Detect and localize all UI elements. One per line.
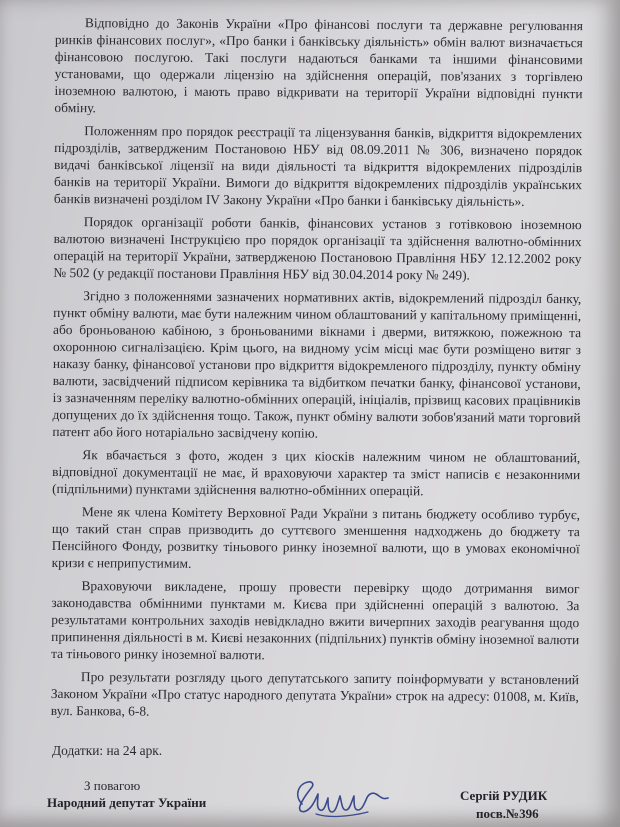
closing-phrase: З повагою — [84, 778, 141, 793]
paragraph-1: Відповідно до Законів України «Про фінансові послуги та державне регулювання ринків фінансових послуг», «Про банки і банківську діяльність» обмін валют визначається фінансовою послугою. Такі послуги надаються банками та іншими фінансовими установами, що одержали ліцензію на здійснення операцій, пов'язаних з торгівлею іноземною валютою, і мають право відкривати на території України відповідні пункти обміну. — [54, 15, 583, 116]
paragraph-6: Мене як члена Комітету Верховної Ради України з питань бюджету особливо турбує, що такий стан справ призводить до суттєвого зменшення надходжень до бюджету та Пенсійного Фонду, розвитку тіньового ринку іноземної валюти, що в умовах економічної кризи є неприпустимим. — [51, 504, 580, 571]
paragraph-3: Порядок організації роботи банків, фінансових установ з готівковою іноземною валютою визначені Інструкцією про порядок організації та здійснення валютно-обмінних операцій на території України, затвердженою Постановою Правління НБУ 12.12.2002 року № 502 (у редакції постанови Правління НБУ від 30.04.2014 року № 249). — [53, 214, 582, 283]
handwritten-signature — [288, 770, 398, 822]
paragraph-5: Як вбачається з фото, жоден з цих кіосків належним чином не облаштований, відповідної документації не має, й враховуючи характер та зміст написів є незаконними (підпільними) пунктами здійснення валютно-обмінних операцій. — [52, 447, 581, 499]
signer-name: Сергій РУДИК — [460, 788, 548, 803]
attachments-note: Додатки: на 24 арк. — [52, 743, 163, 758]
paragraph-7: Враховуючи викладене, прошу провести перевірку щодо дотримання вимог законодавства обмінними пунктами м. Києва при здійсненні операцій з валютою. За результатами контрольних заходів невідкладно вжити вичерпних заходів реагування щодо припинення діяльності в м. Києві незаконних (підпільних) пунктів обміну іноземної валюти та тіньового ринку іноземної валюти. — [51, 578, 580, 663]
letter-body — [51, 14, 583, 728]
certificate-number: посв.№396 — [476, 806, 539, 821]
signer-title: Народний депутат України — [47, 795, 207, 810]
paragraph-8: Про результати розгляду цього депутатського запиту поінформувати у встановлений Законом України «Про статус народного депутата України» строк на адресу: 01008, м. Київ, вул. Банкова, 6-8. — [50, 669, 579, 719]
paragraph-4: Згідно з положеннями зазначених нормативних актів, відокремлений підрозділ банку, пункт обміну валюти, має бути належним чином облаштований у капітальному приміщенні, або броньованою кабіною, з броньованими вікнами і дверми, витяжкою, пожежною та охоронною сигналізацією. Крім цього, на видному усім місці має бути розміщено витяг з наказу банку, фінансової установи про відкриття відокремленого підрозділу, пункту обміну валюти, засвідчений підписом керівника та відбитком печатки банку, фінансової установи, із зазначенням переліку валютно-обмінних операцій, ініціалів, прізвищ касових працівників допущених до їх здійснення тощо. Також, пункт обміну валюти зобов'язаний мати торговий патент або його нотаріально засвідчену копію. — [52, 288, 582, 441]
paragraph-2: Положенням про порядок реєстрації та ліцензування банків, відкриття відокремлених підрозділів, затвердженим Постановою НБУ від 08.09.2011 № 306, визначено порядок видачі банківської ліцензії на види діяльності та відкриття відокремлених підрозділів банків на території України. Вимоги до відкриття відокремлених підрозділів українських банків визначені розділом IV Закону України «Про банки і банківську діяльність». — [53, 123, 583, 209]
